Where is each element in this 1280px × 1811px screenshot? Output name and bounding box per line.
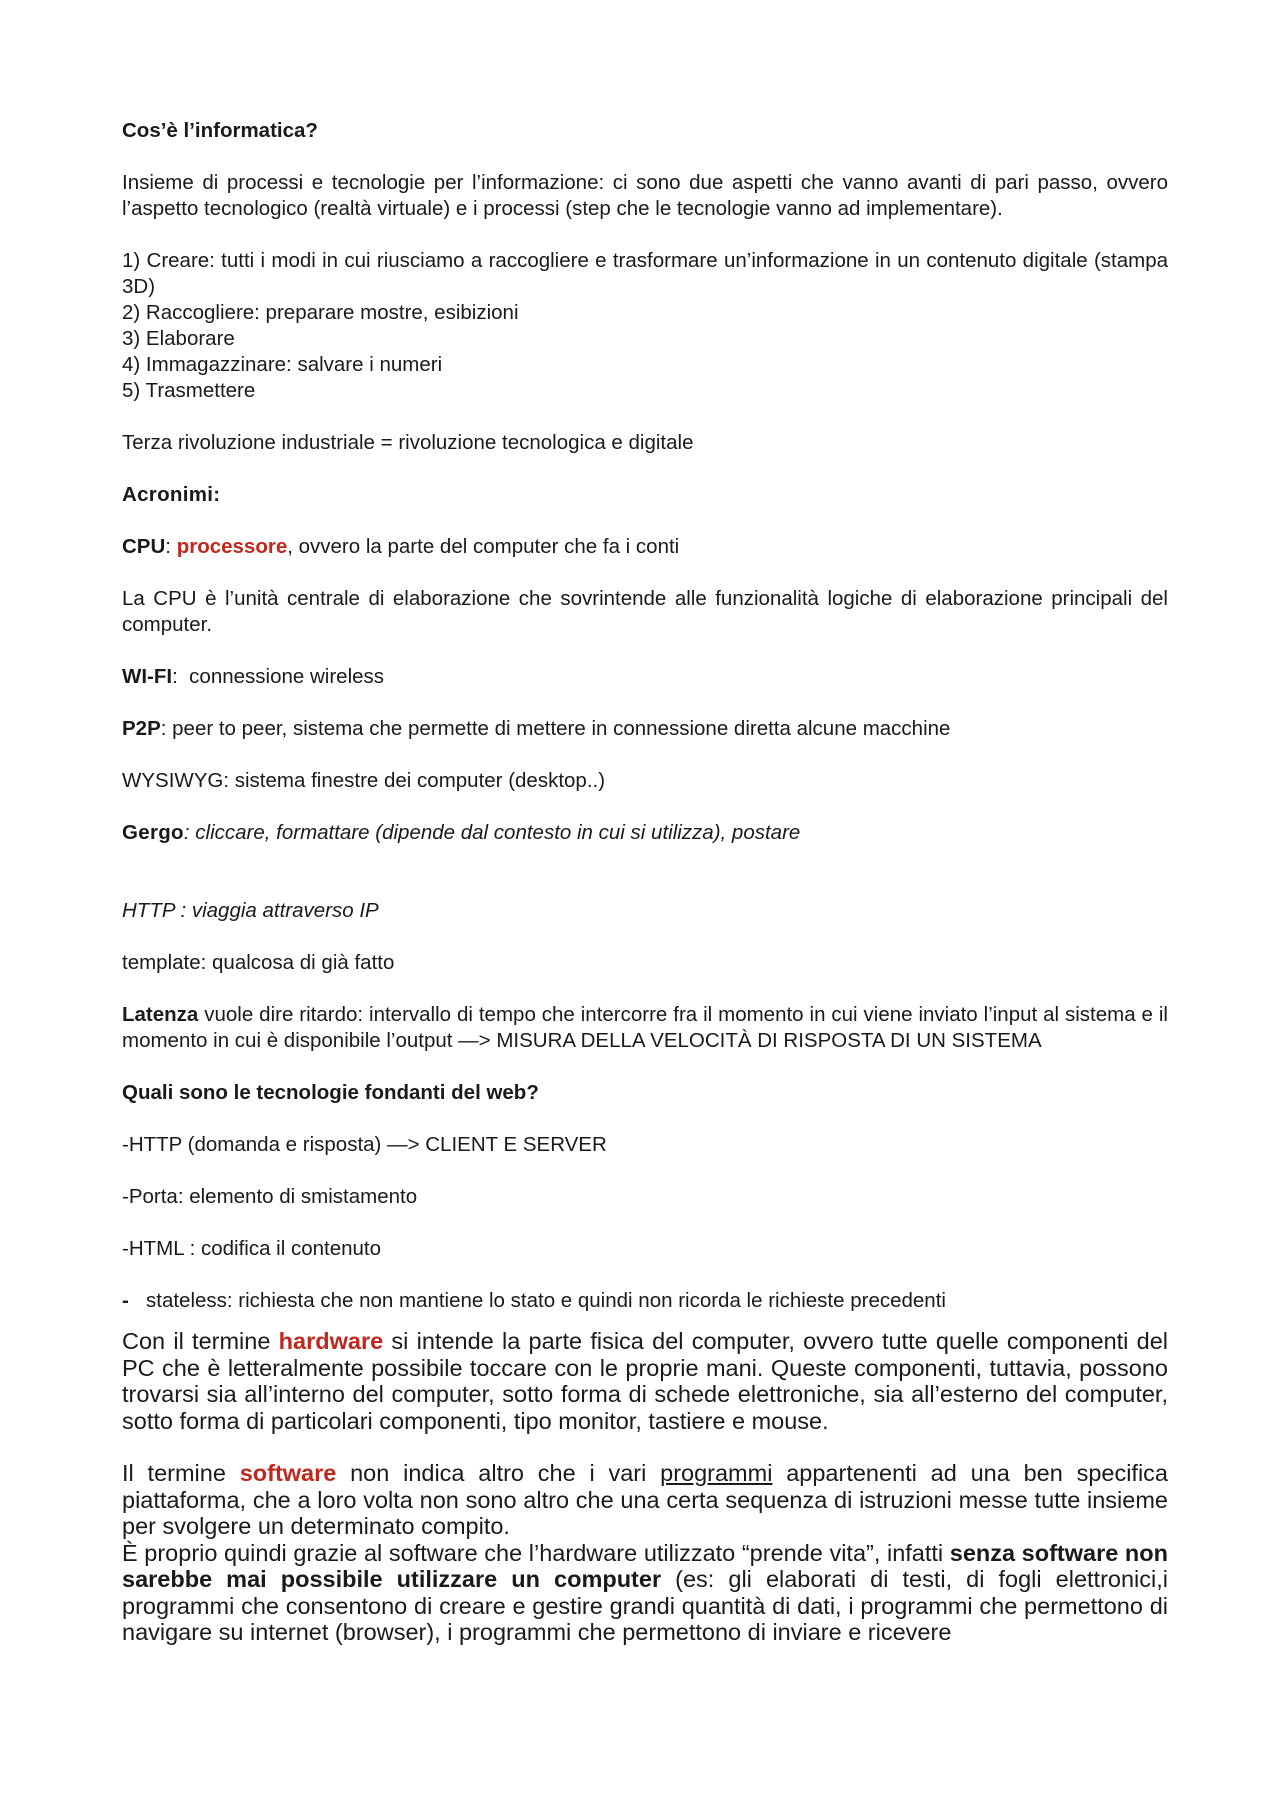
template-line: template: qualcosa di già fatto — [122, 951, 395, 974]
hardware-pre: Con il termine — [122, 1328, 279, 1354]
wifi-line — [122, 664, 1168, 690]
latenza-paragraph — [122, 1002, 1168, 1054]
software2-bold: senza software non sarebbe mai possibile utilizzare un computer — [122, 1539, 1168, 1592]
web-item-html: -HTML : codifica il contenuto — [122, 1237, 382, 1260]
numbered-list — [122, 248, 1168, 404]
p2p-line — [122, 716, 1168, 742]
intro-paragraph: Insieme di processi e tecnologie per l’informazione: ci sono due aspetti che vanno avanti di pari passo, ovvero l’aspetto tecnologico (realtà virtuale) e i processi (step che le tecnologie vanno ad implementare). — [122, 171, 1168, 220]
web-item-porta: -Porta: elemento di smistamento — [122, 1185, 418, 1208]
web-heading: Quali sono le tecnologie fondanti del web? — [122, 1081, 539, 1104]
p2p-rest: : peer to peer, sistema che permette di mettere in connessione diretta alcune macchine — [160, 717, 951, 740]
list-item: 4) Immagazzinare: salvare i numeri — [122, 353, 443, 376]
http-line: HTTP : viaggia attraverso IP — [122, 899, 379, 922]
web-item-http: -HTTP (domanda e risposta) —> CLIENT E SERVER — [122, 1133, 607, 1156]
wysiwyg-line: WYSIWYG: sistema finestre dei computer (desktop..) — [122, 769, 606, 792]
revolution-line: Terza rivoluzione industriale = rivoluzione tecnologica e digitale — [122, 431, 694, 454]
latenza-rest: vuole dire ritardo: intervallo di tempo che intercorre fra il momento in cui viene inviato l’input al sistema e il momento in cui è disponibile l’output —> MISURA DELLA VELOCITÀ DI RISPOSTA DI UN SISTEMA — [122, 1003, 1168, 1052]
list-item: 5) Trasmettere — [122, 379, 256, 402]
latenza-term: Latenza — [122, 1003, 199, 1026]
software-paragraph — [122, 1460, 1168, 1540]
list-item: 2) Raccogliere: preparare mostre, esibizioni — [122, 301, 519, 324]
software-highlight: software — [239, 1460, 337, 1486]
hardware-highlight: hardware — [278, 1328, 384, 1354]
list-item: 1) Creare: tutti i modi in cui riusciamo a raccogliere e trasformare un’informazione in un contenuto digitale (stampa 3D) — [122, 249, 1168, 298]
document-page — [122, 118, 1168, 1646]
list-item: 3) Elaborare — [122, 327, 235, 350]
acronyms-heading: Acronimi: — [122, 483, 221, 506]
heading-informatica: Cos’è l’informatica? — [122, 119, 318, 142]
gergo-rest: : cliccare, formattare (dipende dal contesto in cui si utilizza), postare — [183, 821, 801, 844]
stateless-text: stateless: richiesta che non mantiene lo stato e quindi non ricorda le richieste precedenti — [146, 1289, 946, 1312]
cpu-rest: , ovvero la parte del computer che fa i conti — [287, 535, 680, 558]
cpu-description: La CPU è l’unità centrale di elaborazione che sovrintende alle funzionalità logiche di elaborazione principali del computer. — [122, 587, 1168, 636]
hardware-paragraph — [122, 1328, 1168, 1434]
software2-pre: È proprio quindi grazie al software che l’hardware utilizzato “prende vita”, infatti — [122, 1539, 950, 1566]
cpu-sep: : — [165, 535, 177, 558]
cpu-term: CPU — [122, 535, 166, 558]
bullet-dash: - — [122, 1289, 129, 1312]
processore-highlight: processore — [176, 535, 288, 558]
p2p-term: P2P — [122, 717, 161, 740]
software-paragraph-2 — [122, 1540, 1168, 1646]
hardware-rest: si intende la parte fisica del computer, ovvero tutte quelle componenti del PC che è letteralmente possibile toccare con le proprie mani. Queste componenti, tuttavia, possono trovarsi sia all’interno del computer, sotto forma di schede elettroniche, sia all’esterno del computer, sotto forma di particolari componenti, tipo monitor, tastiere e mouse. — [122, 1328, 1169, 1434]
software-mid: non indica altro che i vari — [336, 1460, 661, 1486]
software-rest: appartenenti ad una ben specifica piattaforma, che a loro volta non sono altro che una certa sequenza di istruzioni messe tutte insieme per svolgere un determinato compito. — [122, 1460, 1169, 1539]
gergo-term: Gergo — [122, 821, 184, 844]
software2-rest: (es: gli elaborati di testi, di fogli elettronici,i programmi che consentono di creare e gestire grandi quantità di dati, i programmi che permettono di navigare su internet (browser), i programmi che permettono di inviare e ricevere — [122, 1566, 1168, 1645]
software-pre: Il termine — [122, 1460, 240, 1486]
wifi-term: WI-FI — [122, 665, 173, 688]
stateless-item — [122, 1288, 1168, 1314]
programmi-link[interactable]: programmi — [660, 1460, 773, 1486]
wifi-rest: : connessione wireless — [172, 665, 385, 688]
cpu-line — [122, 534, 1168, 560]
gergo-line — [122, 820, 1168, 846]
